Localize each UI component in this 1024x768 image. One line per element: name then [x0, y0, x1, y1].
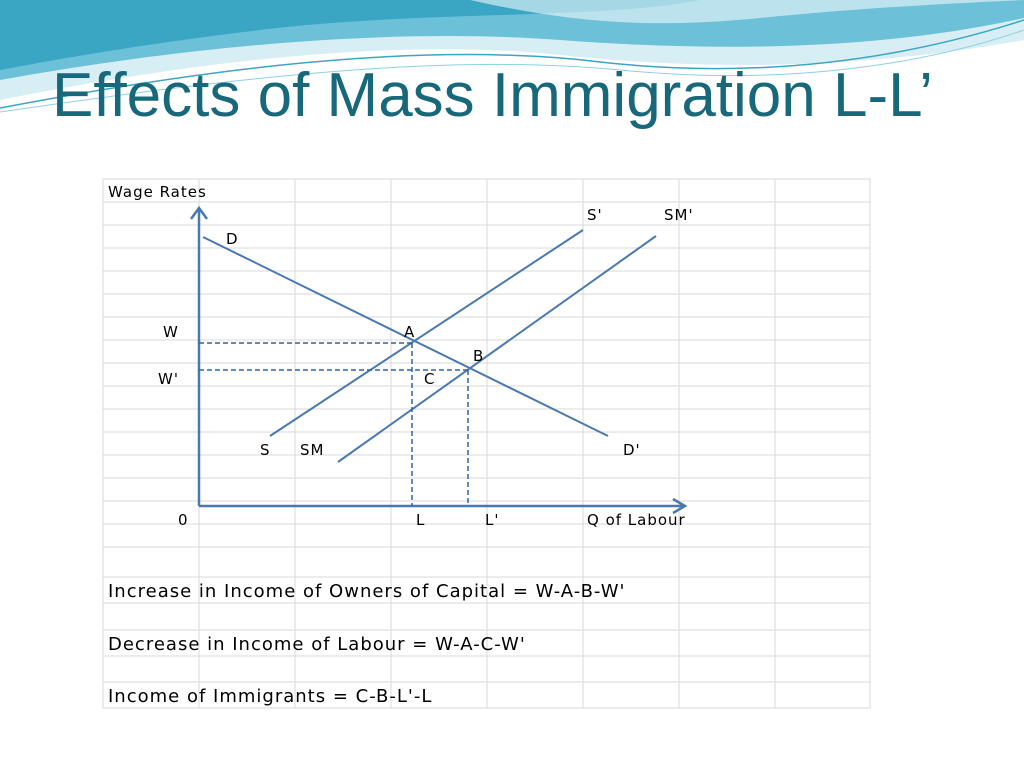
supply-curve: [270, 230, 583, 436]
supply-migrants-start-label: SM: [300, 441, 325, 459]
point-c-label: C: [424, 370, 436, 388]
supply-with-migrants-curve: [338, 236, 656, 462]
origin-label: 0: [178, 511, 189, 529]
wage-w-prime-label: W': [158, 370, 179, 388]
note-capital-income: Increase in Income of Owners of Capital = W-A-B-W': [108, 581, 626, 602]
y-axis-label: Wage Rates: [108, 183, 207, 201]
supply-start-label: S: [260, 441, 271, 459]
note-immigrant-income: Income of Immigrants = C-B-L'-L: [108, 686, 433, 707]
spreadsheet-grid: [103, 179, 870, 708]
quantity-l-prime-label: L': [485, 511, 500, 529]
supply-end-label: S': [587, 206, 603, 224]
point-a-label: A: [404, 323, 416, 341]
demand-start-label: D: [226, 230, 239, 248]
supply-migrants-end-label: SM': [664, 206, 694, 224]
quantity-l-label: L: [416, 511, 426, 529]
slide-title: Effects of Mass Immigration L-L’: [52, 61, 933, 130]
note-labour-income: Decrease in Income of Labour = W-A-C-W': [108, 634, 526, 655]
wage-w-label: W: [163, 323, 179, 341]
demand-end-label: D': [623, 441, 641, 459]
point-b-label: B: [473, 347, 485, 365]
x-axis-label: Q of Labour: [587, 511, 686, 529]
